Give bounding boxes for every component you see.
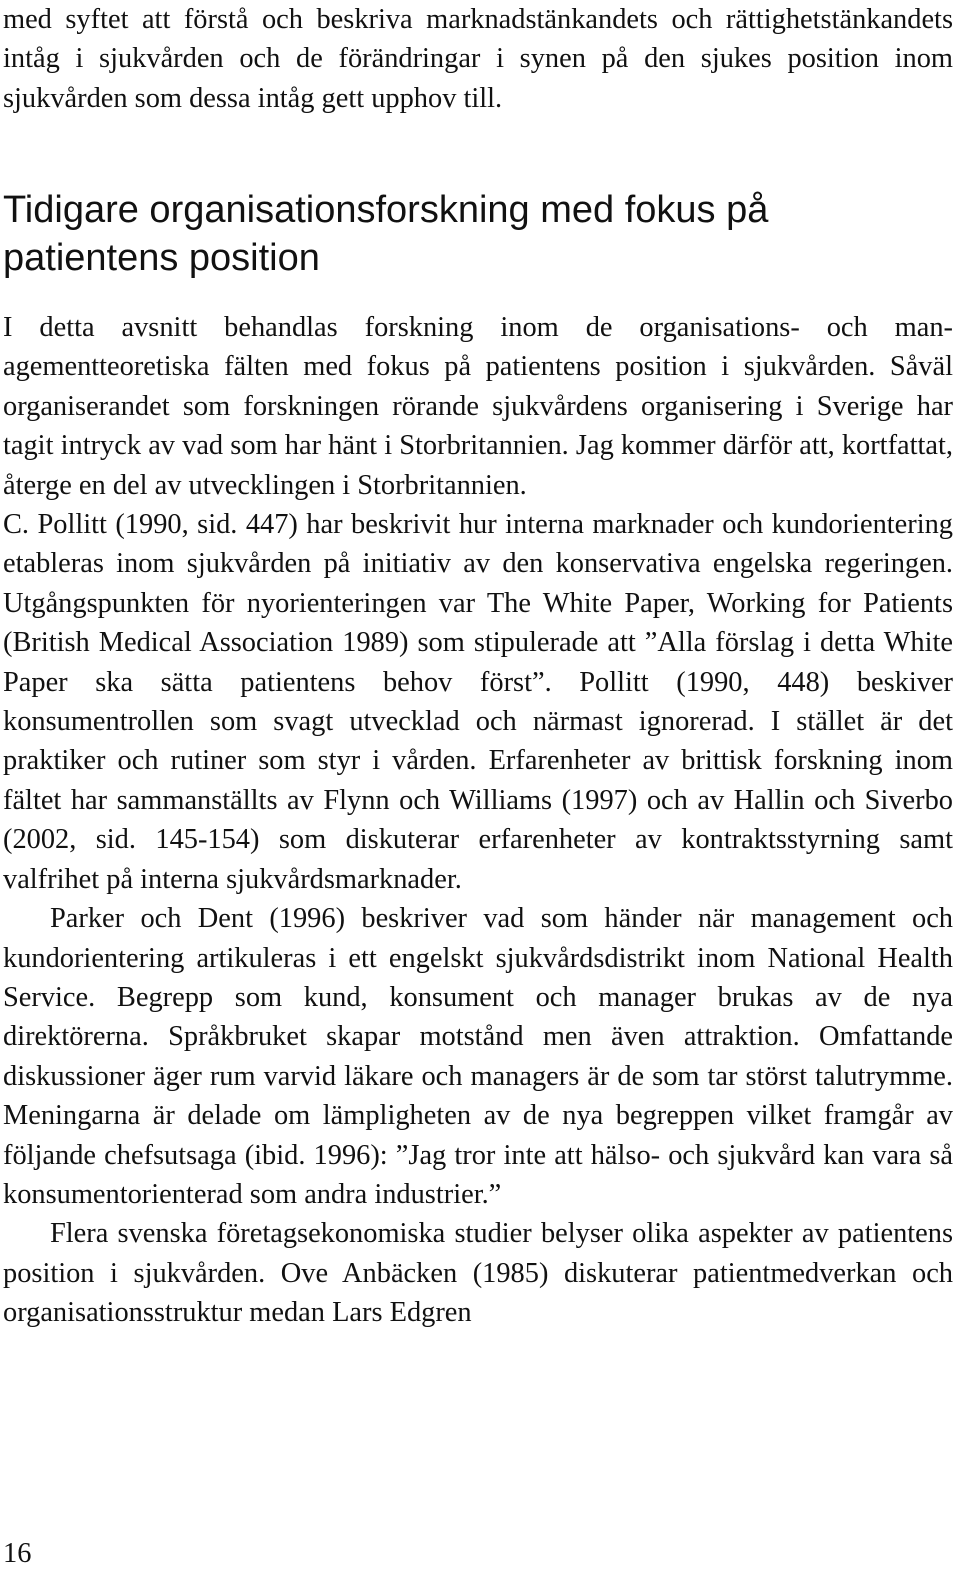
section-body [3, 308, 953, 1333]
intro-paragraph: med syftet att förstå och beskriva marknadstänkandets och rättighetstänkandets intåg i sjukvården och de förändringar i synen på den sjukes position inom sjukvården som dessa intåg gett upphov till. [3, 4, 953, 114]
paragraph-section-intro: I detta avsnitt behandlas forskning inom de organisations- och managementteoretiska fälten med fokus på patientens position i sjukvården. Såväl organiserandet som forskningen rörande sjukvårdens organisering i Sverige har tagit intryck av vad som har hänt i Storbritannien. Jag kommer därför att, kortfattat, återge en del av utvecklingen i Storbritannien. [3, 312, 953, 501]
page-number: 16 [3, 1538, 32, 1569]
paragraph-swedish-studies: Flera svenska företagsekonomiska studier belyser olika aspekter av patientens position i sjukvården. Ove Anbäcken (1985) diskuterar patientmedverkan och organisationsstruktur medan Lars Edgren [3, 1218, 953, 1329]
section-heading: Tidigare organisationsforskning med fokus på patientens position [3, 189, 769, 279]
paragraph-pollitt: C. Pollitt (1990, sid. 447) har beskrivit hur interna marknader och kundorientering etableras inom sjukvården på initiativ av den konservativa engelska regeringen. Utgångspunkten för nyorienteringen var The White Paper, Working for Patients (British Medical Association 1989) som stipulerade att ”Alla förslag i detta White Paper ska sätta patientens behov först”. Pollitt (1990, 448) beskiver konsumentrollen som svagt utvecklad och närmast ignorerad. I stället är det praktiker och rutiner som styr i vården. Erfarenheter av brittisk forskning inom fältet har sammanställts av Flynn och Williams (1997) och av Hallin och Siverbo (2002, sid. 145-154) som diskuterar erfarenheter av kontraktsstyrning samt valfrihet på interna sjukvårdsmarknader. [3, 509, 953, 895]
paragraph-parker-dent: Parker och Dent (1996) beskriver vad som händer när management och kundorientering artikuleras i ett engelskt sjukvårdsdistrikt inom National Health Service. Begrepp som kund, konsument och manager brukas av de nya direktörerna. Språkbruket skapar motstånd men även attraktion. Omfattande diskussioner äger rum varvid läkare och managers är de som tar störst talutrymme. Meningarna är delade om lämpligheten av de nya begreppen vilket framgår av följande chefsutsaga (ibid. 1996): ”Jag tror inte att hälso- och sjukvård kan vara så konsumentorienterad som andra industrier.” [3, 903, 953, 1210]
